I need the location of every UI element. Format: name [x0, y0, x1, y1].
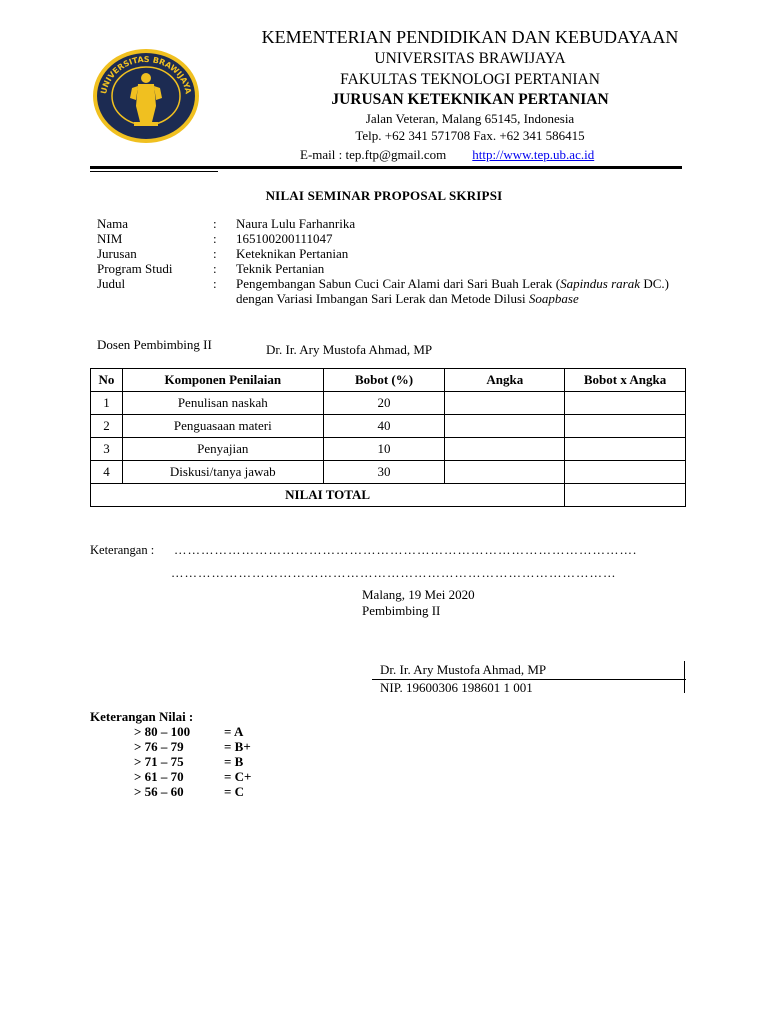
- total-row: [91, 484, 686, 507]
- row-no: 1: [91, 392, 123, 415]
- row-no: 2: [91, 415, 123, 438]
- university-name: UNIVERSITAS BRAWIJAYA: [374, 50, 566, 67]
- university-logo: [92, 48, 200, 144]
- header-no: No: [91, 369, 123, 392]
- keterangan-fill-line[interactable]: ………………………………………………………………………………………….: [174, 543, 638, 557]
- nama-label: Nama: [97, 216, 129, 231]
- signer-role: Pembimbing II: [362, 603, 441, 618]
- contact-line: [300, 147, 594, 163]
- grade-letter: = B+: [224, 739, 251, 754]
- colon: :: [213, 261, 217, 276]
- grade-range: > 76 – 79: [134, 739, 184, 754]
- email-text: E-mail : tep.ftp@gmail.com: [300, 147, 447, 162]
- prodi-value: Teknik Pertanian: [236, 261, 325, 276]
- row-angka-cell[interactable]: [445, 415, 565, 438]
- row-angka-cell[interactable]: [445, 438, 565, 461]
- grade-range: > 80 – 100: [134, 724, 191, 739]
- header-komponen: Komponen Penilaian: [122, 369, 323, 392]
- row-bobot-x-angka-cell[interactable]: [565, 438, 686, 461]
- faculty-name: FAKULTAS TEKNOLOGI PERTANIAN: [340, 71, 600, 88]
- header-bobot-x-angka: Bobot x Angka: [565, 369, 686, 392]
- nim-value: 165100200111047: [236, 231, 333, 246]
- nama-value: Naura Lulu Farhanrika: [236, 216, 356, 231]
- colon: :: [213, 276, 217, 291]
- grade-letter: = C: [224, 784, 245, 799]
- row-komponen: Diskusi/tanya jawab: [122, 461, 323, 484]
- row-komponen: Penulisan naskah: [122, 392, 323, 415]
- row-bobot: 20: [323, 392, 445, 415]
- grade-range: > 61 – 70: [134, 769, 184, 784]
- header-divider: [90, 166, 682, 169]
- signer-nip: NIP. 19600306 198601 1 001: [380, 680, 533, 695]
- phone-fax: Telp. +62 341 571708 Fax. +62 341 586415: [355, 128, 585, 143]
- grade-range: > 71 – 75: [134, 754, 184, 769]
- signature-border: [684, 661, 685, 693]
- department-name: JURUSAN KETEKNIKAN PERTANIAN: [331, 91, 609, 108]
- dosen-name: Dr. Ir. Ary Mustofa Ahmad, MP: [266, 342, 433, 357]
- header-divider-thin: [90, 171, 218, 172]
- logo-text: UNIVERSITAS BRAWIJAYA: [99, 54, 193, 95]
- jurusan-value: Keteknikan Pertanian: [236, 246, 349, 261]
- header-bobot: Bobot (%): [323, 369, 445, 392]
- row-bobot: 10: [323, 438, 445, 461]
- grade-legend-title: Keterangan Nilai :: [90, 709, 194, 724]
- table-header-row: [91, 369, 686, 392]
- judul-value: Pengembangan Sabun Cuci Cair Alami dari Sari Buah Lerak (Sapindus rarak DC.) dengan Variasi Imbangan Sari Lerak dan Metode Dilusi Soapbase: [236, 276, 669, 306]
- document-title: NILAI SEMINAR PROPOSAL SKRIPSI: [265, 188, 503, 203]
- table-row: [91, 438, 686, 461]
- grade-letter: = C+: [224, 769, 252, 784]
- jurusan-label: Jurusan: [97, 246, 137, 261]
- row-bobot-x-angka-cell[interactable]: [565, 392, 686, 415]
- grade-letter: = A: [224, 724, 244, 739]
- place-date: Malang, 19 Mei 2020: [362, 587, 475, 602]
- nim-label: NIM: [97, 231, 123, 246]
- dosen-label: Dosen Pembimbing II: [97, 337, 212, 352]
- colon: :: [213, 216, 217, 231]
- keterangan-label: Keterangan :: [90, 543, 155, 557]
- colon: :: [213, 246, 217, 261]
- table-row: [91, 415, 686, 438]
- signer-name: Dr. Ir. Ary Mustofa Ahmad, MP: [380, 662, 547, 677]
- row-komponen: Penguasaan materi: [122, 415, 323, 438]
- header-angka: Angka: [445, 369, 565, 392]
- row-bobot: 30: [323, 461, 445, 484]
- row-angka-cell[interactable]: [445, 392, 565, 415]
- website-link[interactable]: http://www.tep.ub.ac.id: [472, 147, 595, 162]
- total-label: NILAI TOTAL: [91, 484, 565, 507]
- prodi-label: Program Studi: [97, 261, 173, 276]
- row-komponen: Penyajian: [122, 438, 323, 461]
- grade-range: > 56 – 60: [134, 784, 184, 799]
- row-no: 3: [91, 438, 123, 461]
- row-bobot: 40: [323, 415, 445, 438]
- table-row: [91, 392, 686, 415]
- grade-letter: = B: [224, 754, 244, 769]
- row-angka-cell[interactable]: [445, 461, 565, 484]
- ministry-name: KEMENTERIAN PENDIDIKAN DAN KEBUDAYAAN: [261, 27, 679, 47]
- colon: :: [213, 231, 217, 246]
- table-row: [91, 461, 686, 484]
- row-bobot-x-angka-cell[interactable]: [565, 461, 686, 484]
- row-no: 4: [91, 461, 123, 484]
- address: Jalan Veteran, Malang 65145, Indonesia: [365, 111, 575, 126]
- keterangan-fill-line[interactable]: ………………………………………………………………………………………: [171, 566, 617, 580]
- total-value-cell[interactable]: [565, 484, 686, 507]
- score-table: [90, 368, 686, 507]
- row-bobot-x-angka-cell[interactable]: [565, 415, 686, 438]
- judul-label: Judul: [97, 276, 126, 291]
